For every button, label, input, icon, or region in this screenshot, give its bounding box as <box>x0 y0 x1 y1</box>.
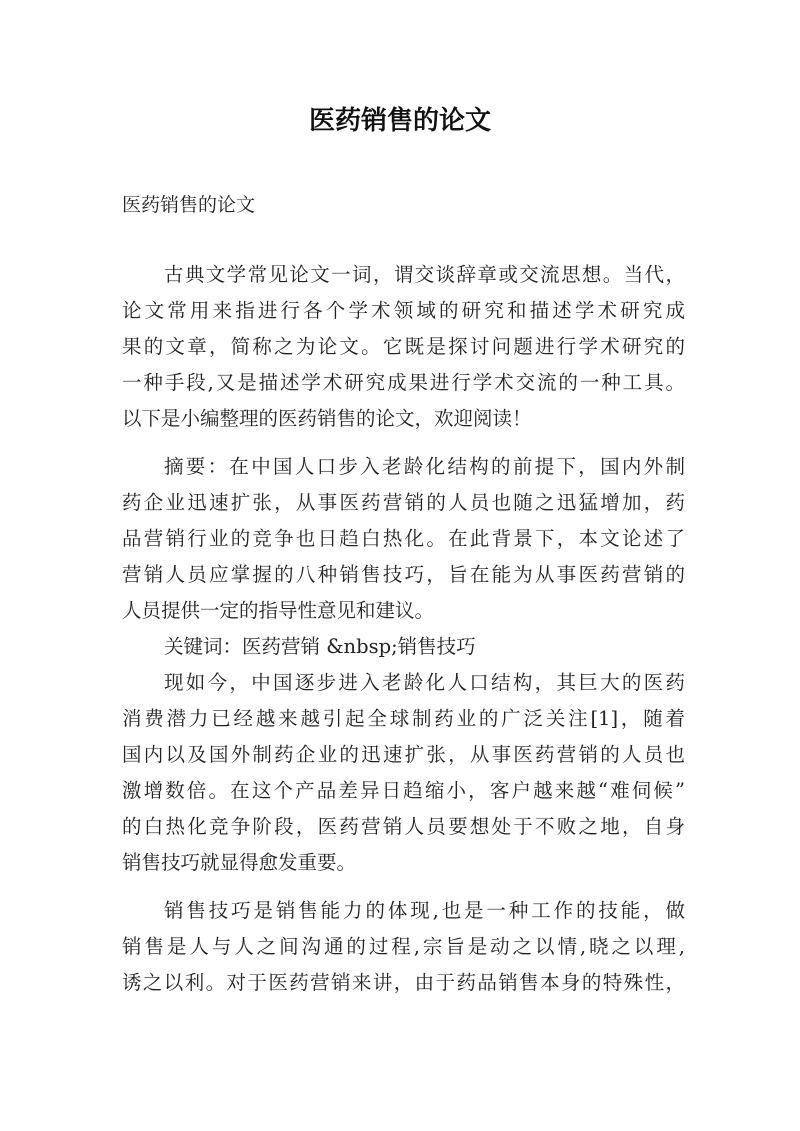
text-line: 国内以及国外制药企业的迅速扩张，从事医药营销的人员也 <box>122 743 685 766</box>
text-line: 销售技巧就显得愈发重要。 <box>122 851 357 874</box>
paragraph <box>122 893 685 1001</box>
text-line: 药企业迅速扩张，从事医药营销的人员也随之迅猛增加，药 <box>122 491 685 514</box>
text-line: 诱之以利。对于医药营销来讲，由于药品销售本身的特殊性， <box>122 971 685 994</box>
paragraph <box>122 629 685 665</box>
document-title: 医药销售的论文 <box>308 106 491 136</box>
text-line: 论文常用来指进行各个学术领域的研究和描述学术研究成 <box>122 299 685 322</box>
text-line: 一种手段,又是描述学术研究成果进行学术交流的一种工具。 <box>122 371 685 394</box>
document-body <box>122 257 685 1001</box>
text-line: 品营销行业的竞争也日趋白热化。在此背景下，本文论述了 <box>122 527 685 550</box>
text-line: 人员提供一定的指导性意见和建议。 <box>122 599 435 622</box>
text-line: 的白热化竞争阶段，医药营销人员要想处于不败之地，自身 <box>122 815 685 838</box>
text-line: 现如今，中国逐步进入老龄化人口结构，其巨大的医药 <box>164 671 685 694</box>
paragraph <box>122 665 685 881</box>
text-line: 果的文章，简称之为论文。它既是探讨问题进行学术研究的 <box>122 335 685 358</box>
paragraph <box>122 257 685 437</box>
text-line: 营销人员应掌握的八种销售技巧，旨在能为从事医药营销的 <box>122 563 685 586</box>
paragraph <box>122 449 685 629</box>
text-line: 消费潜力已经越来越引起全球制药业的广泛关注[1]，随着 <box>122 707 685 730</box>
text-line: 古典文学常见论文一词，谓交谈辞章或交流思想。当代， <box>164 263 685 286</box>
text-line: 销售是人与人之间沟通的过程,宗旨是动之以情,晓之以理, <box>122 935 685 958</box>
text-line: 销售技巧是销售能力的体现,也是一种工作的技能，做 <box>164 899 685 922</box>
text-line: 激增数倍。在这个产品差异日趋缩小，客户越来越“难伺候” <box>122 779 685 802</box>
document-subtitle: 医药销售的论文 <box>122 194 256 216</box>
text-line: 摘要：在中国人口步入老龄化结构的前提下，国内外制 <box>164 455 685 478</box>
text-line: 关键词：医药营销 &nbsp;销售技巧 <box>164 635 476 658</box>
text-line: 以下是小编整理的医药销售的论文，欢迎阅读！ <box>122 407 532 430</box>
